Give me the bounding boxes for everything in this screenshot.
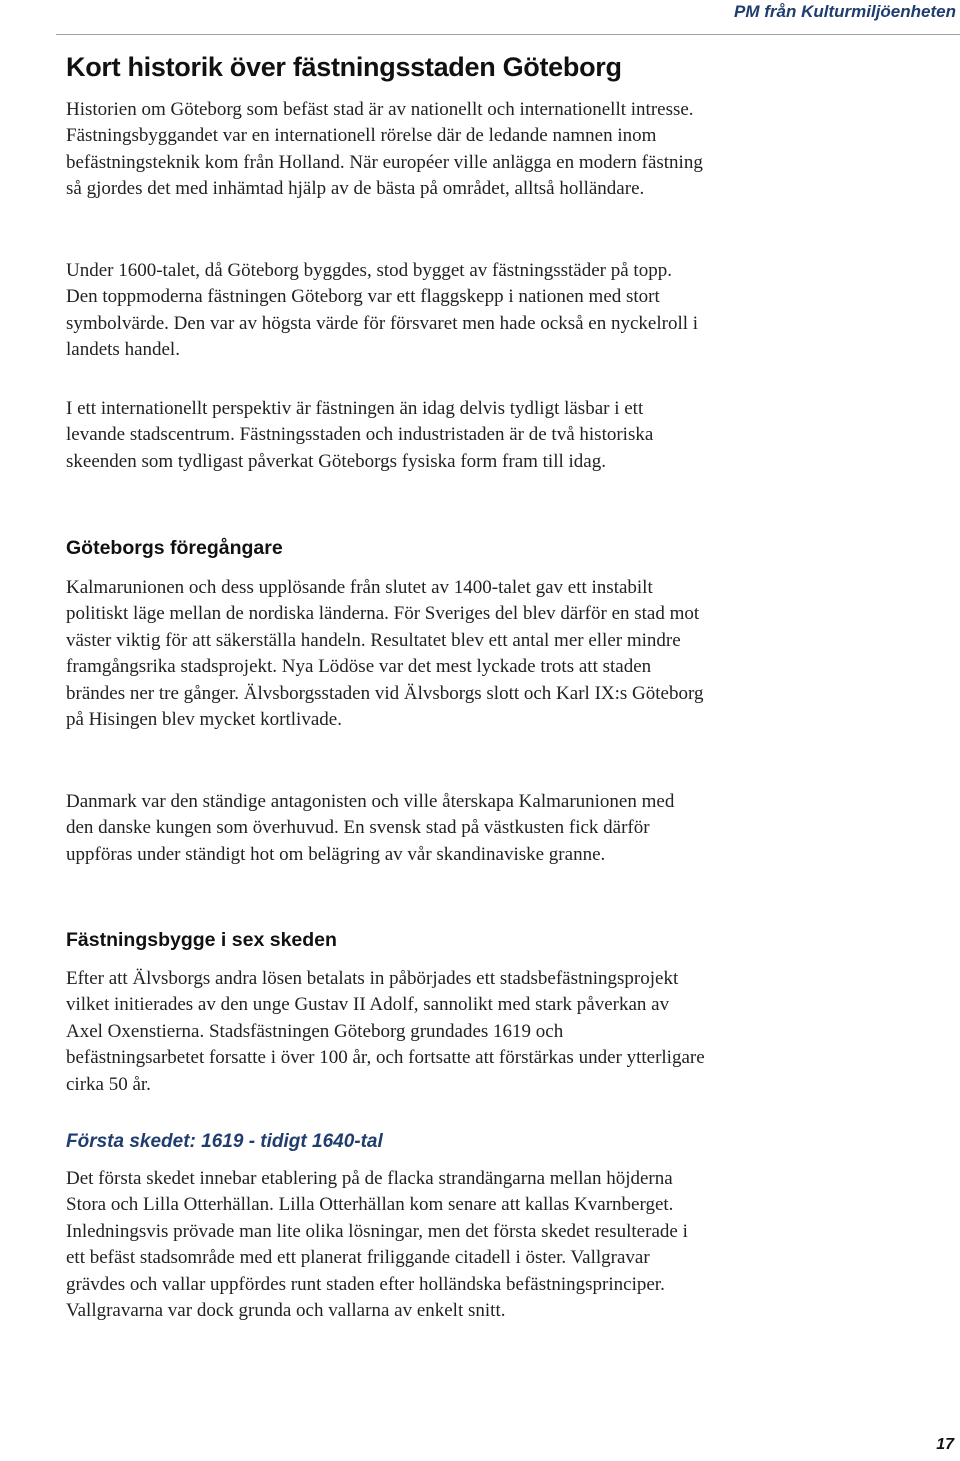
intro-paragraph-1: Historien om Göteborg som befäst stad är av nationellt och internationellt intresse. Fästningsbyggandet var en internationell rörelse där de ledande namnen inom befästningsteknik kom från Holland. När européer ville anlägga en modern fästning så gjordes det med inhämtad hjälp av de bästa på området, alltså holländare. (66, 99, 703, 200)
subsection-heading-forsta-skedet: Första skedet: 1619 - tidigt 1640-tal (66, 1131, 383, 1152)
running-header: PM från Kulturmiljöenheten (734, 2, 956, 21)
section-heading-foregangare: Göteborgs föregångare (66, 537, 283, 559)
foregangare-paragraph-2: Danmark var den ständige antagonisten och ville återskapa Kalmarunionen med den danske kungen som överhuvud. En svensk stad på västkusten fick därför uppföras under ständigt hot om belägring av vår skandinaviske granne. (66, 791, 675, 865)
section-heading-fastningsbygge: Fästningsbygge i sex skeden (66, 929, 337, 951)
intro-paragraph-2: Under 1600-talet, då Göteborg byggdes, stod bygget av fästningsstäder på topp. Den toppmoderna fästningen Göteborg var ett flaggskepp i nationen med stort symbolvärde. Den var av högsta värde för försvaret men hade också en nyckelroll i landets handel. (66, 260, 699, 361)
page-number: 17 (936, 1436, 954, 1453)
forsta-skedet-paragraph-1: Det första skedet innebar etablering på de flacka strandängarna mellan höjderna Stora och Lilla Otterhällan. Lilla Otterhällan kom senare att kallas Kvarnberget. Inledningsvis prövade man lite olika lösningar, men det första skedet resulterade i ett befäst stadsområde med ett planerat friliggande citadell i öster. Vallgravar grävdes och vallar uppfördes runt staden efter holländska befästningsprinciper. Vallgravarna var dock grunda och vallarna av enkelt snitt. (66, 1168, 688, 1322)
foregangare-paragraph-1: Kalmarunionen och dess upplösande från slutet av 1400-talet gav ett instabilt politiskt läge mellan de nordiska länderna. För Sveriges del blev därför en stad mot väster viktig för att säkerställa handeln. Resultatet blev ett antal mer eller mindre framgångsrika stadsprojekt. Nya Lödöse var det mest lyckade trots att staden brändes ner tre gånger. Älvsborgsstaden vid Älvsborgs slott och Karl IX:s Göteborg på Hisingen blev mycket kortlivade. (66, 577, 704, 731)
header-rule (56, 34, 960, 35)
fastningsbygge-paragraph-1: Efter att Älvsborgs andra lösen betalats in påbörjades ett stadsbefästningsprojekt vilket initierades av den unge Gustav II Adolf, sannolikt med stark påverkan av Axel Oxenstierna. Stadsfästningen Göteborg grundades 1619 och befästningsarbetet forsatte i över 100 år, och fortsatte att förstärkas under ytterligare cirka 50 år. (66, 968, 705, 1095)
page-title: Kort historik över fästningsstaden Göteborg (66, 52, 622, 82)
intro-paragraph-3: I ett internationellt perspektiv är fästningen än idag delvis tydligt läsbar i ett levande stadscentrum. Fästningsstaden och industristaden är de två historiska skeenden som tydligast påverkat Göteborgs fysiska form fram till idag. (66, 398, 654, 472)
